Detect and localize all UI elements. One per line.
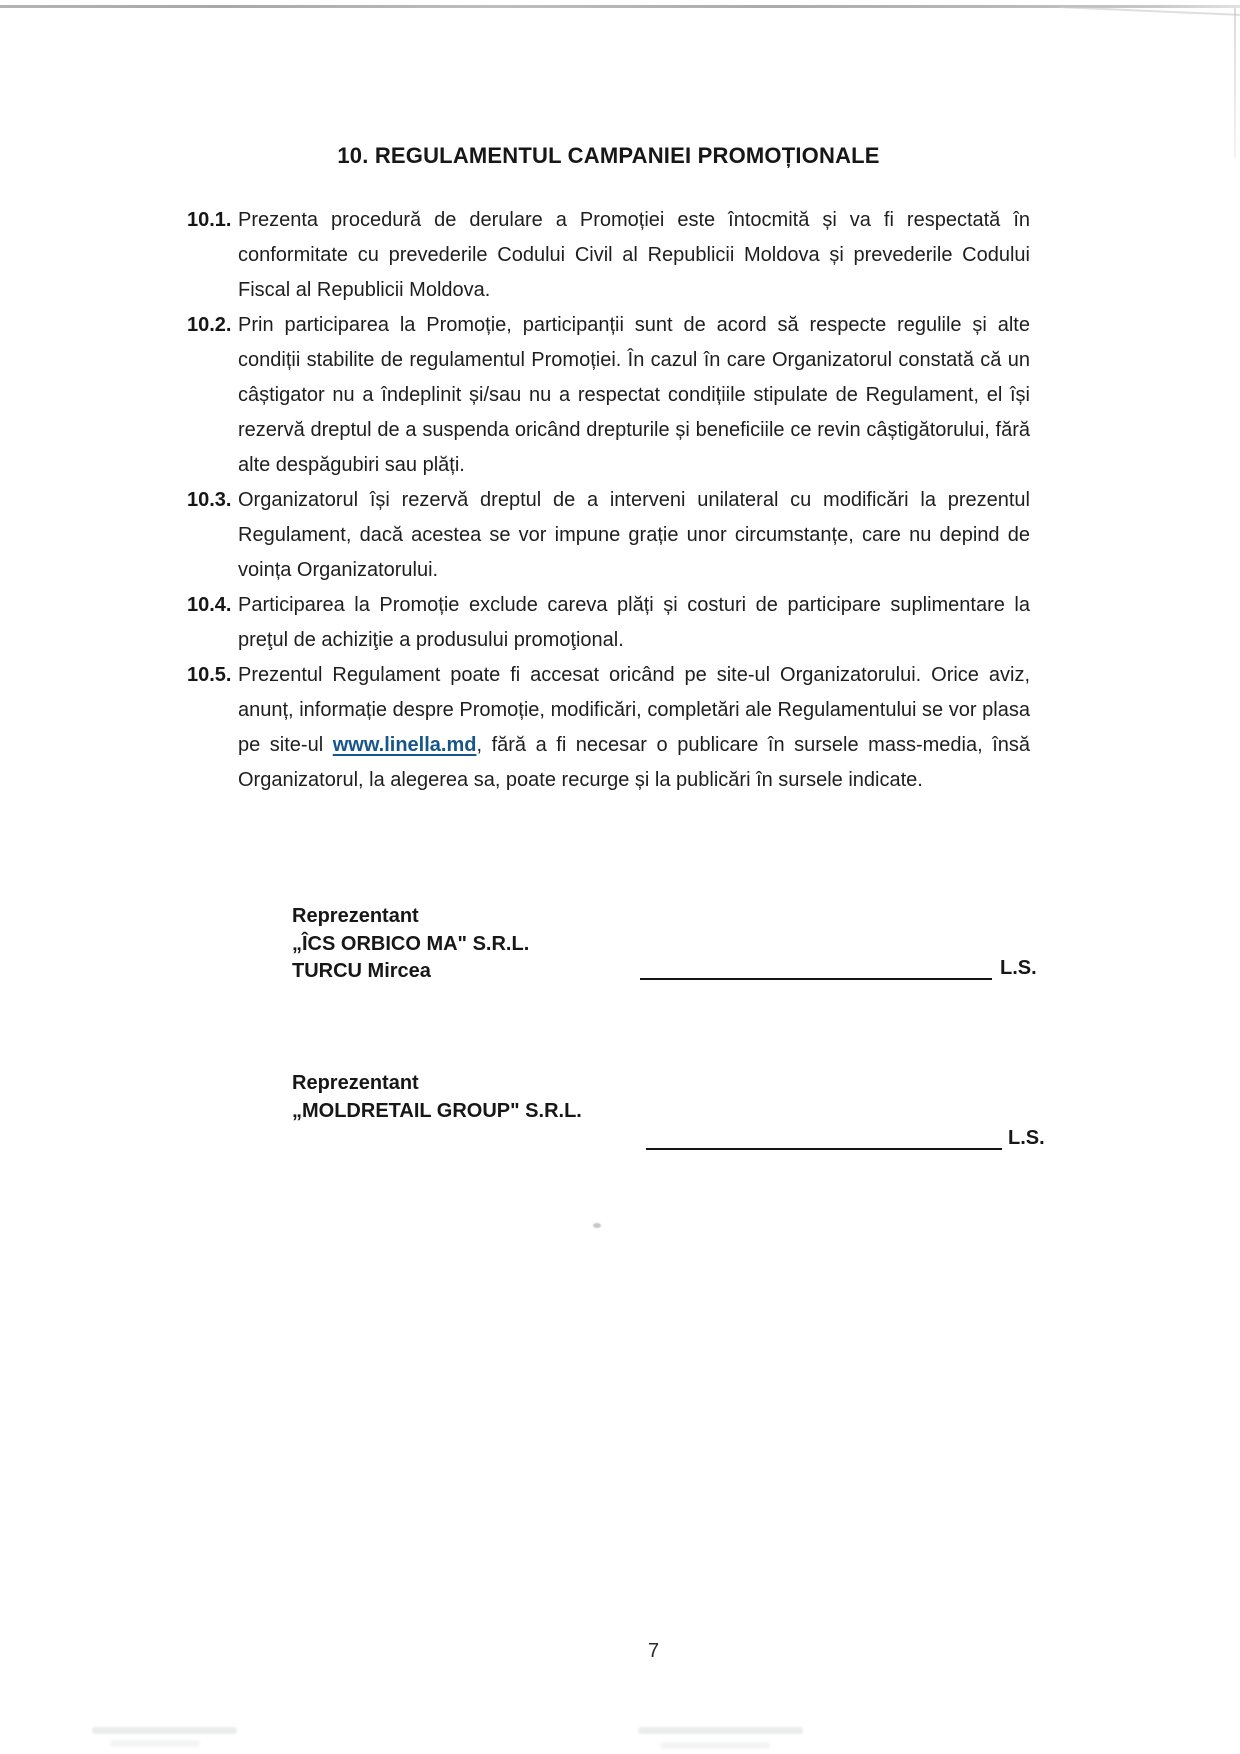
- signature-block-orbico: [292, 903, 529, 986]
- item-number: 10.4.: [187, 594, 232, 616]
- company-name: „ÎCS ORBICO MA" S.R.L.: [292, 932, 530, 955]
- item-text-after-link: , fără a fi necesar o publicare în sursele mass-media, însă Organizatorul, la alegerea sa, poate recurge și la publicări în sursele indicate.: [238, 734, 1031, 791]
- item-text: Prin participarea la Promoție, participanții sunt de acord să respecte regulile și alte condiții stabilite de regulamentul Promoției. În cazul în care Organizatorul constată că un câștigator nu a îndeplinit și/sau nu a respectat condițiile stipulate de Regulament, el își rezervă dreptul de a suspenda oricând drepturile și beneficiile ce revin câștigătorului, fără alte despăgubiri sau plăți.: [238, 314, 1030, 476]
- representative-label: Reprezentant: [292, 905, 419, 927]
- item-text: Organizatorul își rezervă dreptul de a interveni unilateral cu modificări la prezentul Regulament, dacă acestea se vor impune grație unor circumstanțe, care nu depind de voința Organizatorului.: [238, 489, 1030, 581]
- company-name: „MOLDRETAIL GROUP" S.R.L.: [292, 1099, 582, 1122]
- representative-name: TURCU Mircea: [292, 960, 431, 982]
- item-text: Prezenta procedură de derulare a Promoției este întocmită și va fi respectată în conformitate cu prevederile Codului Civil al Republicii Moldova și prevederile Codului Fiscal al Republicii Moldova.: [238, 209, 1030, 301]
- scan-artifact-bottom-smudge-left: [92, 1727, 237, 1734]
- scan-artifact-bottom-smudge-center: [638, 1727, 803, 1734]
- signature-line: [646, 1126, 1002, 1150]
- scan-artifact-bottom-smudge-left-2: [110, 1740, 200, 1747]
- item-text: Participarea la Promoție exclude careva plăți și costuri de participare suplimentare la preţul de achiziţie a produsului promoţional.: [238, 594, 1030, 651]
- list-item-10-3: [187, 483, 1030, 588]
- list-item-10-2: [187, 308, 1030, 483]
- page-number: 7: [648, 1640, 660, 1662]
- page-title: 10. REGULAMENTUL CAMPANIEI PROMOȚIONALE: [337, 143, 880, 168]
- item-text: [238, 658, 1030, 798]
- regulation-list: [187, 203, 1030, 798]
- item-number: 10.2.: [187, 314, 232, 336]
- item-number: 10.5.: [187, 664, 232, 686]
- seal-label: L.S.: [1000, 957, 1037, 979]
- item-number: 10.1.: [187, 209, 232, 231]
- scan-artifact-speck: [593, 1223, 601, 1228]
- item-number: 10.3.: [187, 489, 232, 511]
- representative-label: Reprezentant: [292, 1072, 419, 1094]
- scan-artifact-right-edge: [1234, 8, 1236, 158]
- list-item-10-5: [187, 658, 1030, 798]
- scan-artifact-bottom-smudge-center-2: [660, 1742, 770, 1749]
- website-link[interactable]: www.linella.md: [332, 734, 477, 756]
- item-text-before-link: Prezentul Regulament poate fi accesat oricând pe site-ul Organizatorului. Orice aviz, anunț, informație despre Promoție, modificări, completări ale Regulamentului se vor plasa pe site-ul: [238, 664, 1030, 756]
- list-item-10-1: [187, 203, 1030, 308]
- document-body: [187, 143, 1030, 798]
- list-item-10-4: [187, 588, 1030, 658]
- signature-block-moldretail: [292, 1070, 582, 1125]
- seal-label: L.S.: [1008, 1127, 1045, 1149]
- scan-artifact-top-line: [0, 5, 1240, 8]
- signature-line: [640, 956, 992, 980]
